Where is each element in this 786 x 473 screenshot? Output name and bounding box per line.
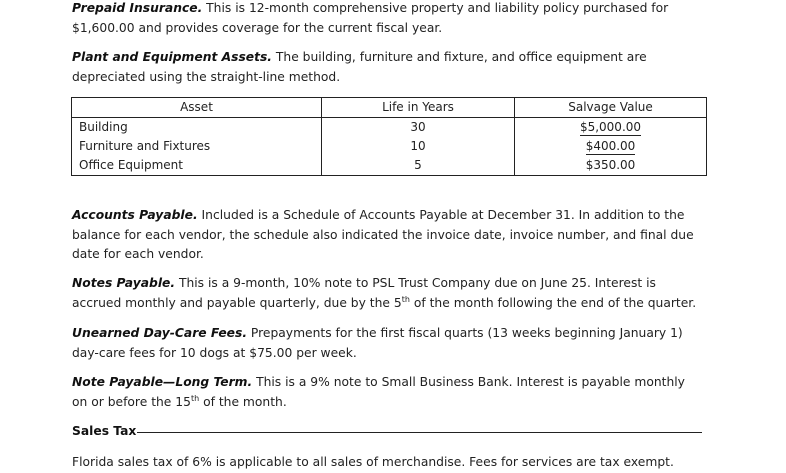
note-long-term-text: This is a 9% note to Small Business Bank. Interest is payable monthly on or before the 15 bbox=[72, 375, 685, 409]
notes-payable-text-after: of the month following the end of the quarter. bbox=[409, 295, 697, 310]
asset-name-cell: Office Equipment bbox=[72, 156, 322, 176]
sales-tax-text: Florida sales tax of 6% is applicable to all sales of merchandise. Fees for services are tax exempt. bbox=[72, 455, 674, 469]
sales-tax-rule bbox=[137, 432, 702, 433]
unearned-fees-lead: Unearned Day-Care Fees. bbox=[72, 326, 247, 340]
notes-payable-lead: Notes Payable. bbox=[72, 276, 176, 290]
life-header: Life in Years bbox=[322, 98, 515, 118]
note-long-term-paragraph bbox=[72, 373, 702, 412]
sales-tax-paragraph bbox=[72, 453, 772, 473]
unearned-fees-paragraph bbox=[72, 324, 702, 363]
table-row bbox=[72, 156, 707, 176]
accounts-payable-lead: Accounts Payable. bbox=[72, 208, 198, 222]
salvage-value: $350.00 bbox=[585, 158, 636, 172]
table-row bbox=[72, 137, 707, 156]
notes-payable-paragraph bbox=[72, 274, 702, 313]
salvage-cell bbox=[515, 156, 707, 176]
sales-tax-heading: Sales Tax bbox=[72, 424, 137, 438]
salvage-cell bbox=[515, 137, 707, 156]
prepaid-insurance-paragraph bbox=[72, 0, 702, 38]
note-long-term-sup: th bbox=[190, 393, 200, 403]
life-cell: 30 bbox=[322, 118, 515, 138]
salvage-header: Salvage Value bbox=[515, 98, 707, 118]
accounts-payable-text: Included is a Schedule of Accounts Payable at December 31. In addition to the balance for each vendor, the schedule also indicated the invoice date, invoice number, and final due date for each vendor. bbox=[72, 208, 694, 261]
asset-table-header-row bbox=[72, 98, 707, 118]
asset-name-cell: Building bbox=[72, 118, 322, 138]
prepaid-insurance-lead: Prepaid Insurance. bbox=[72, 1, 203, 15]
note-long-term-text-after: of the month. bbox=[199, 394, 287, 409]
note-long-term-lead: Note Payable—Long Term. bbox=[72, 375, 253, 389]
asset-header: Asset bbox=[72, 98, 322, 118]
unearned-fees-text: Prepayments for the first fiscal quarts (13 weeks beginning January 1) day-care fees for 10 dogs at $75.00 per week. bbox=[72, 326, 683, 360]
notes-payable-sup: th bbox=[401, 294, 410, 304]
plant-equipment-lead: Plant and Equipment Assets. bbox=[72, 50, 272, 64]
salvage-cell bbox=[515, 118, 707, 138]
asset-name-cell: Furniture and Fixtures bbox=[72, 137, 322, 156]
sales-tax-heading-row bbox=[72, 424, 702, 438]
life-cell: 10 bbox=[322, 137, 515, 156]
accounts-payable-paragraph bbox=[72, 206, 702, 265]
notes-payable-text: This is a 9-month, 10% note to PSL Trust Company due on June 25. Interest is accrued monthly and payable quarterly, due by the 5 bbox=[72, 276, 656, 310]
salvage-value: $5,000.00 bbox=[579, 120, 642, 134]
table-row bbox=[72, 118, 707, 138]
prepaid-insurance-text: This is 12-month comprehensive property and liability policy purchased for $1,600.00 and provides coverage for the current fiscal year. bbox=[72, 1, 669, 35]
asset-table bbox=[71, 97, 707, 176]
salvage-value: $400.00 bbox=[585, 139, 636, 153]
life-cell: 5 bbox=[322, 156, 515, 176]
plant-equipment-paragraph bbox=[72, 48, 702, 87]
plant-equipment-text: The building, furniture and fixture, and office equipment are depreciated using the straight-line method. bbox=[72, 50, 647, 84]
